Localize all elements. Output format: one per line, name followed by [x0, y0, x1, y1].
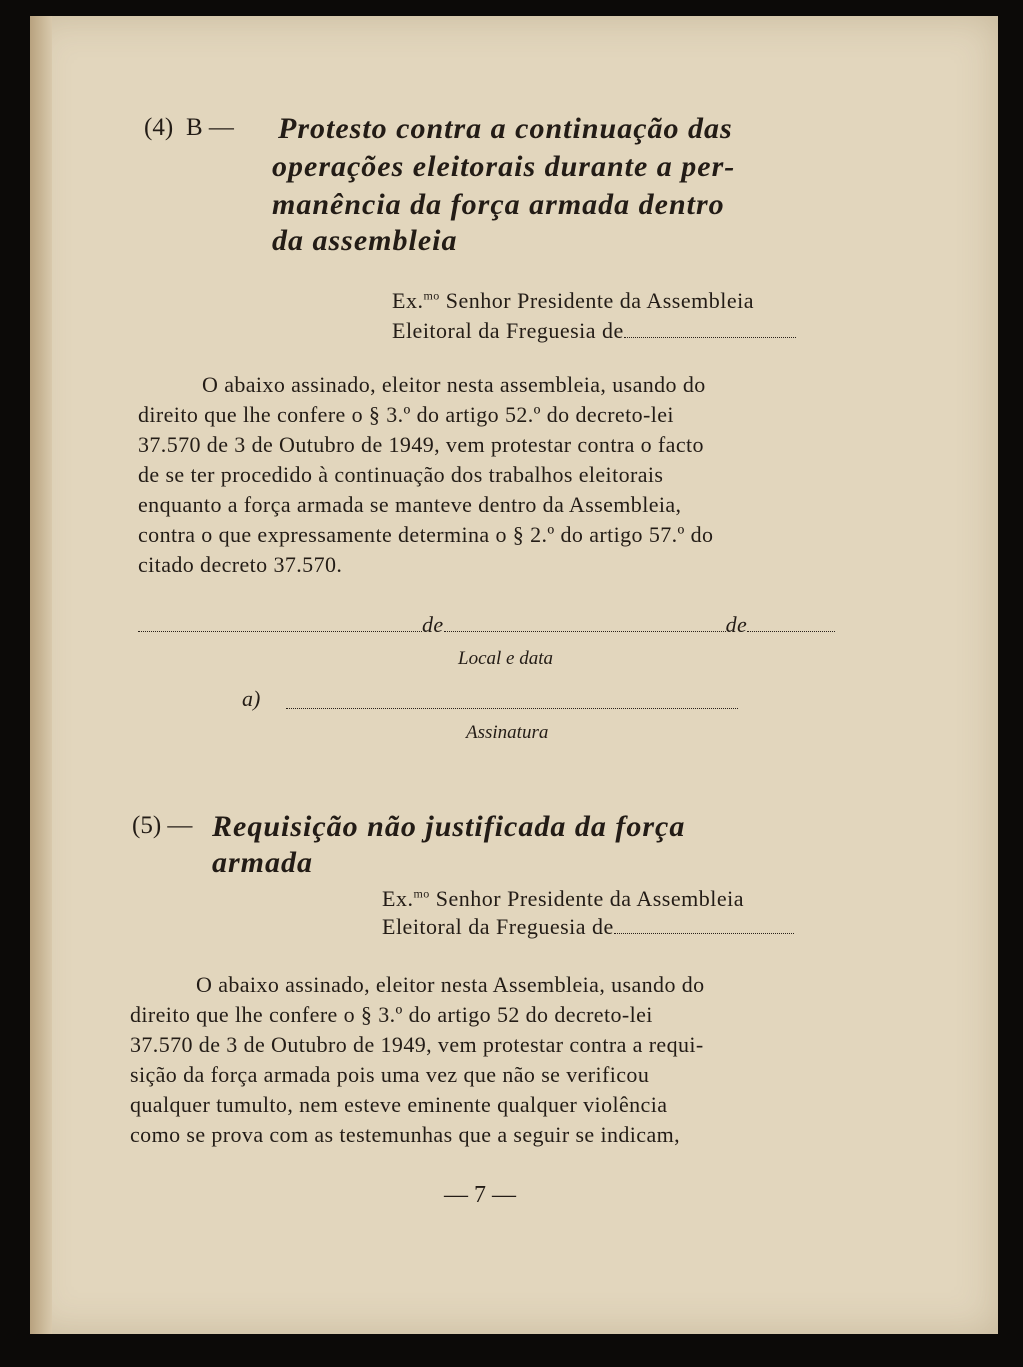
section-4-letter: B — [186, 114, 234, 141]
signature-prefix: a) [242, 686, 261, 711]
section-5-body-line-1: O abaixo assinado, eleitor nesta Assembleia, usando do [196, 972, 705, 997]
section-4-title-line-1: Protesto contra a continuação das [278, 112, 733, 145]
section-4-title-line-4: da assembleia [272, 224, 458, 257]
signature-line [286, 708, 738, 709]
section-4-body-line-1: O abaixo assinado, eleitor nesta assembleia, usando do [202, 372, 706, 397]
section-4-body-line-5: enquanto a força armada se manteve dentro da Assembleia, [138, 492, 682, 517]
section-5-number: (5) — [132, 812, 193, 839]
signature-caption: Assinatura [466, 722, 549, 743]
document-page [30, 16, 998, 1334]
section-4-address-line-2: Eleitoral da Freguesia de [392, 318, 796, 344]
section-4-title-line-2: operações eleitorais durante a per- [272, 150, 736, 183]
date-caption: Local e data [458, 648, 553, 669]
section-5-title-line-2: armada [212, 846, 314, 879]
date-line [138, 612, 835, 638]
section-5-body-line-2: direito que lhe confere o § 3.º do artigo 52 do decreto-lei [130, 1002, 653, 1027]
date-de-2: de [725, 612, 748, 637]
section-4-body-line-7: citado decreto 37.570. [138, 552, 343, 577]
section-4-body-line-6: contra o que expressamente determina o § 2.º do artigo 57.º do [138, 522, 714, 547]
section-4-body-line-3: 37.570 de 3 de Outubro de 1949, vem protestar contra o facto [138, 432, 704, 457]
section-4-body-line-2: direito que lhe confere o § 3.º do artigo 52.º do decreto-lei [138, 402, 674, 427]
page-number: — 7 — [444, 1182, 516, 1208]
section-5-address-line-1: Ex.$^{mo}$ Senhor Presidente da Assembleia [382, 886, 744, 911]
section-4-body-line-4: de se ter procedido à continuação dos trabalhos eleitorais [138, 462, 664, 487]
section-5-title-line-1: Requisição não justificada da força [212, 810, 686, 843]
section-5-body-line-4: sição da força armada pois uma vez que não se verificou [130, 1062, 650, 1087]
section-5-body-line-6: como se prova com as testemunhas que a seguir se indicam, [130, 1122, 681, 1147]
page-spine [30, 16, 52, 1334]
section-5-address-line-2: Eleitoral da Freguesia de [382, 914, 794, 940]
section-5-body-line-3: 37.570 de 3 de Outubro de 1949, vem protestar contra a requi- [130, 1032, 704, 1057]
section-4-number: (4) [144, 114, 174, 141]
date-de-1: de [422, 612, 444, 637]
section-5-body-line-5: qualquer tumulto, nem esteve eminente qualquer violência [130, 1092, 668, 1117]
section-4-title-line-3: manência da força armada dentro [272, 188, 725, 221]
section-4-address-line-1: Ex.$^{mo}$ Senhor Presidente da Assembleia [392, 288, 754, 313]
